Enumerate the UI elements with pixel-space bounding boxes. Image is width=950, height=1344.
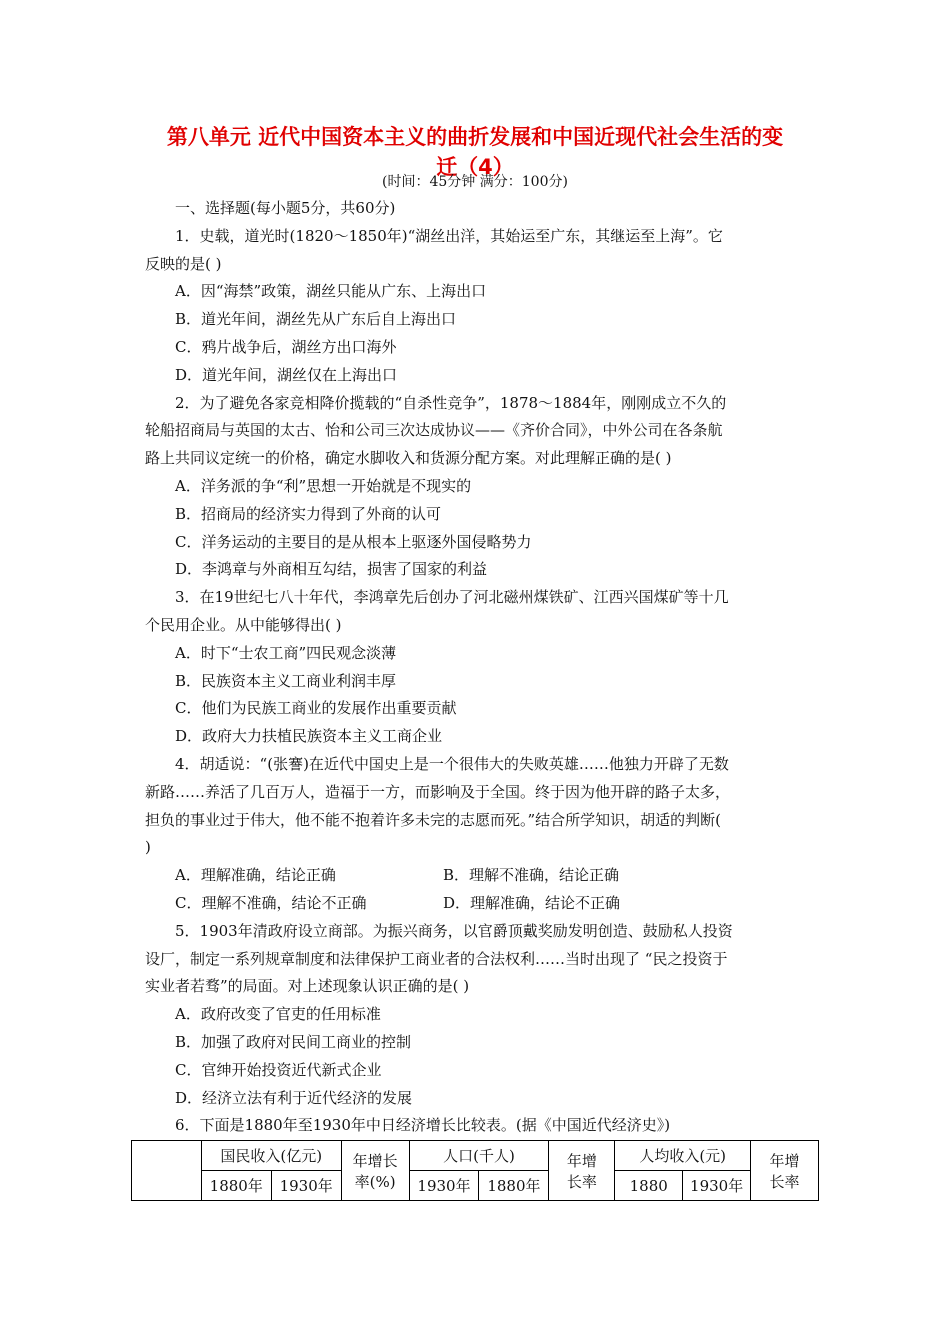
option-c: C．洋务运动的主要目的是从根本上驱逐外国侵略势力 [175,532,532,551]
option-d: D．李鸿章与外商相互勾结，损害了国家的利益 [175,560,488,579]
year-cell: 1930年 [683,1171,751,1201]
year-cell: 1880 [615,1171,683,1201]
option-c: C．理解不准确，结论不正确 [175,893,367,912]
option-a: A．时下“士农工商”四民观念淡薄 [175,643,397,662]
exam-info: (时间：45分钟 满分：100分) [382,174,568,190]
question-text: 5．1903年清政府设立商部。为振兴商务，以官爵顶戴奖励发明创造、鼓励私人投资 [175,921,733,940]
header-growth-rate: 年增长 率(%) [341,1141,409,1201]
question-text: 路上共同议定统一的价格，确定水脚收入和货源分配方案。对此理解正确的是( ) [145,449,672,468]
option-a: A．政府改变了官吏的任用标准 [175,1005,381,1024]
option-d: D．理解准确，结论不正确 [443,893,621,912]
header-population: 人口(千人) [409,1141,549,1171]
option-a: A．理解准确，结论正确 [175,866,336,885]
option-a: A．因“海禁”政策，湖丝只能从广东、上海出口 [175,282,487,301]
question-text: 4．胡适说：“(张謇)在近代中国史上是一个很伟大的失败英雄……他独力开辟了无数 [175,754,729,773]
option-c: C．他们为民族工商业的发展作出重要贡献 [175,699,457,718]
option-a: A．洋务派的争“利”思想一开始就是不现实的 [175,476,472,495]
question-text: 3．在19世纪七八十年代，李鸿章先后创办了河北磁州煤铁矿、江西兴国煤矿等十几 [175,588,729,607]
question-2 [145,390,807,585]
options-row [145,890,807,918]
option-d: D．道光年间，湖丝仅在上海出口 [175,365,398,384]
table-subheader-row [132,1171,819,1201]
question-1 [145,223,807,390]
option-b: B．理解不准确，结论正确 [443,866,620,885]
table-header-row [132,1141,819,1171]
option-c: C．鸦片战争后，湖丝方出口海外 [175,337,397,356]
option-d: D．经济立法有利于近代经济的发展 [175,1088,413,1107]
question-body [145,195,807,1140]
option-d: D．政府大力扶植民族资本主义工商企业 [175,727,443,746]
option-b: B．加强了政府对民间工商业的控制 [175,1032,412,1051]
economic-growth-table [131,1140,819,1201]
question-text: 个民用企业。从中能够得出( ) [145,615,342,634]
option-b: B．道光年间，湖丝先从广东后自上海出口 [175,310,457,329]
question-6 [145,1112,807,1140]
option-c: C．官绅开始投资近代新式企业 [175,1060,382,1079]
question-text: ) [145,838,151,857]
options-row [145,862,807,890]
question-text: 1．史载，道光时(1820～1850年)“湖丝出洋，其始运至广东，其继运至上海”。它 [175,226,723,245]
question-3 [145,584,807,751]
question-text: 轮船招商局与英国的太古、怡和公司三次达成协议——《齐价合同》，中外公司在各条航 [145,421,723,440]
year-cell: 1880年 [479,1171,549,1201]
option-b: B．民族资本主义工商业利润丰厚 [175,671,397,690]
section-heading: 一、选择题(每小题5分，共60分) [175,199,396,217]
option-b: B．招商局的经济实力得到了外商的认可 [175,504,442,523]
question-text: 实业者若骛”的局面。对上述现象认识正确的是( ) [145,977,470,996]
question-text: 新路……养活了几百万人，造福于一方，而影响及于全国。终于因为他开辟的路子太多， [145,782,731,801]
table-corner-cell [132,1141,202,1201]
title-line-1: 第八单元 近代中国资本主义的曲折发展和中国近现代社会生活的变 [166,125,784,149]
question-5 [145,918,807,1113]
header-growth-rate: 年增 长率 [751,1141,819,1201]
question-text: 6．下面是1880年至1930年中日经济增长比较表。(据《中国近代经济史》) [175,1116,671,1135]
header-growth-rate: 年增 长率 [549,1141,615,1201]
question-text: 反映的是( ) [145,254,222,273]
title-line-2: 迁（4） [436,155,514,179]
header-national-income: 国民收入(亿元) [201,1141,341,1171]
question-4 [145,751,807,918]
year-cell: 1880年 [201,1171,271,1201]
year-cell: 1930年 [271,1171,341,1201]
question-text: 设厂，制定一系列规章制度和法律保护工商业者的合法权利……当时出现了 “民之投资于 [145,949,728,968]
header-per-capita-income: 人均收入(元) [615,1141,751,1171]
year-cell: 1930年 [409,1171,479,1201]
question-text: 2．为了避免各家竞相降价揽载的“自杀性竞争”，1878～1884年，刚刚成立不久的 [175,393,727,412]
question-text: 担负的事业过于伟大，他不能不抱着许多未完的志愿而死。”结合所学知识，胡适的判断( [145,810,722,829]
